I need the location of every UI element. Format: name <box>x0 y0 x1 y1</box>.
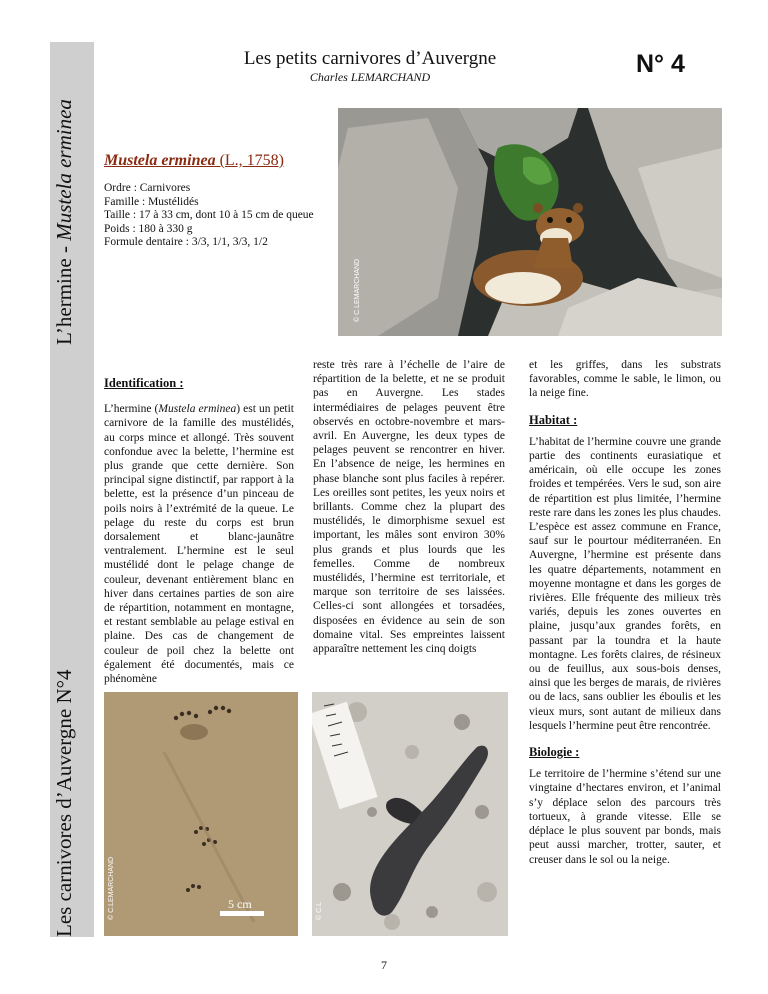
fact-weight: Poids : 180 à 330 g <box>104 222 193 235</box>
tracks-photo-credit: © C.LEMARCHAND <box>108 856 115 920</box>
scat-photo-graphic <box>312 692 508 936</box>
column-2 <box>313 358 505 656</box>
fact-order: Ordre : Carnivores <box>104 182 191 194</box>
scat-photo <box>312 692 508 936</box>
biologie-paragraph: Le territoire de l’hermine s’étend sur une vingtaine d’hectares environ, et l’animal s’y déplace selon des parcours très tortueux, à grande vitesse. Elle se déplace le plus souvent par bonds, mais peut aussi marcher, trotter, sauter, et creuser dans le sol ou la neige. <box>529 768 721 866</box>
ermine-photo-graphic <box>338 108 722 336</box>
tracks-photo <box>104 692 298 936</box>
species-name: Mustela erminea (L., 1758) <box>104 152 284 169</box>
biologie-heading: Biologie : <box>529 745 580 760</box>
identification-heading: Identification : <box>104 376 184 390</box>
tracks-photo-graphic <box>104 692 298 936</box>
identification-end: et les griffes, dans les substrats favorables, comme le sable, le limon, ou la neige fine. <box>529 359 721 400</box>
issue-number: N° 4 <box>636 50 685 78</box>
column-3 <box>529 358 721 867</box>
sidebar-title: L’hermine - Mustela erminea <box>52 99 76 345</box>
habitat-paragraph: L’habitat de l’hermine couvre une grande partie des continents eurasiatique et américain, où elle occupe les zones froides et tempérées. Vers le sud, son aire de répartition est plus limitée, l’hermine reste rare dans les zones les plus chaudes. L’espèce est assez commune en France, sauf sur le pourtour méditerranéen. En Auvergne, l’hermine est présente dans les quatre départements, notamment en moyenne montagne et dans les gorges de rivières. Elle fréquente des milieux très variés, depuis les zones ouvertes en plaine, jusqu’aux grandes forêts, en passant par la toundra et la haute montagne. Les forêts claires, de résineux ou de feuillus, aux sous-bois denses, ainsi que les berges de marais, de rivières ou de lacs, sans oublier les éboulis et les vieux murs, sont autant de milieux dans lesquels l’hermine peut être rencontrée. <box>529 435 721 732</box>
page-title: Les petits carnivores d’Auvergne <box>243 48 497 69</box>
scat-photo-credit: © C.L <box>316 902 323 920</box>
author: Charles LEMARCHAND <box>309 70 431 84</box>
habitat-heading: Habitat : <box>529 412 578 427</box>
main-photo-credit: © C.LEMARCHAND <box>354 258 361 322</box>
species-facts <box>104 182 314 250</box>
column-1 <box>104 376 294 686</box>
sidebar-series: Les carnivores d’Auvergne N°4 <box>52 669 76 937</box>
scale-label: 5 cm <box>228 897 252 911</box>
fact-family: Famille : Mustélidés <box>104 195 199 208</box>
identification-paragraph: L’hermine (Mustela erminea) est un petit carnivore de la famille des mustélidés, au corps mince et allongé. Très souvent confondue avec la belette, l’hermine est plus grande que cette dernière. Son principal signe distinctif, par rapport à la belette, est la présence d’un pinceau de poils noirs à l’extrémité de la queue. Le pelage du reste du corps est brun dorsalement et blanc-jaunâtre ventralement. L’hermine est le seul mustélidé dont le pelage change de couleur, devenant entièrement blanc en hiver dans certaines parties de son aire de répartition, notamment en montagne, et restant semblable au pelage estival en plaine. Des cas de changement de couleur de poil chez la belette ont également été documentés, mais ce phénomène <box>104 403 295 686</box>
fact-size: Taille : 17 à 33 cm, dont 10 à 15 cm de queue <box>104 209 314 222</box>
fact-dental-formula: Formule dentaire : 3/3, 1/1, 3/3, 1/2 <box>104 236 268 249</box>
page-number: 7 <box>381 958 387 972</box>
identification-continued: reste très rare à l’échelle de l’aire de répartition de la belette, et ne se produit pas en Auvergne. Les stades intermédiaires de pelages peuvent être observés en octobre-novembre et mars-avril. En Auvergne, les deux types de pelages peuvent se rencontrer en hiver. En l’absence de neige, les hermines en phase blanche sont plus faciles à repérer. Les oreilles sont petites, les yeux noirs et brillants. Comme chez la plupart des mustélidés, le dimorphisme sexuel est important, les mâles sont environ 30% plus grands et plus lourds que les femelles. Comme de nombreux mustélidés, l’hermine est territoriale, et marque son territoire de ses laissées. Celles-ci sont allongées et torsadées, disposées en évidence au sein de son domaine vital. Ses empreintes laissent apparaître nettement les cinq doigts <box>313 359 505 656</box>
ermine-photo <box>338 108 722 336</box>
